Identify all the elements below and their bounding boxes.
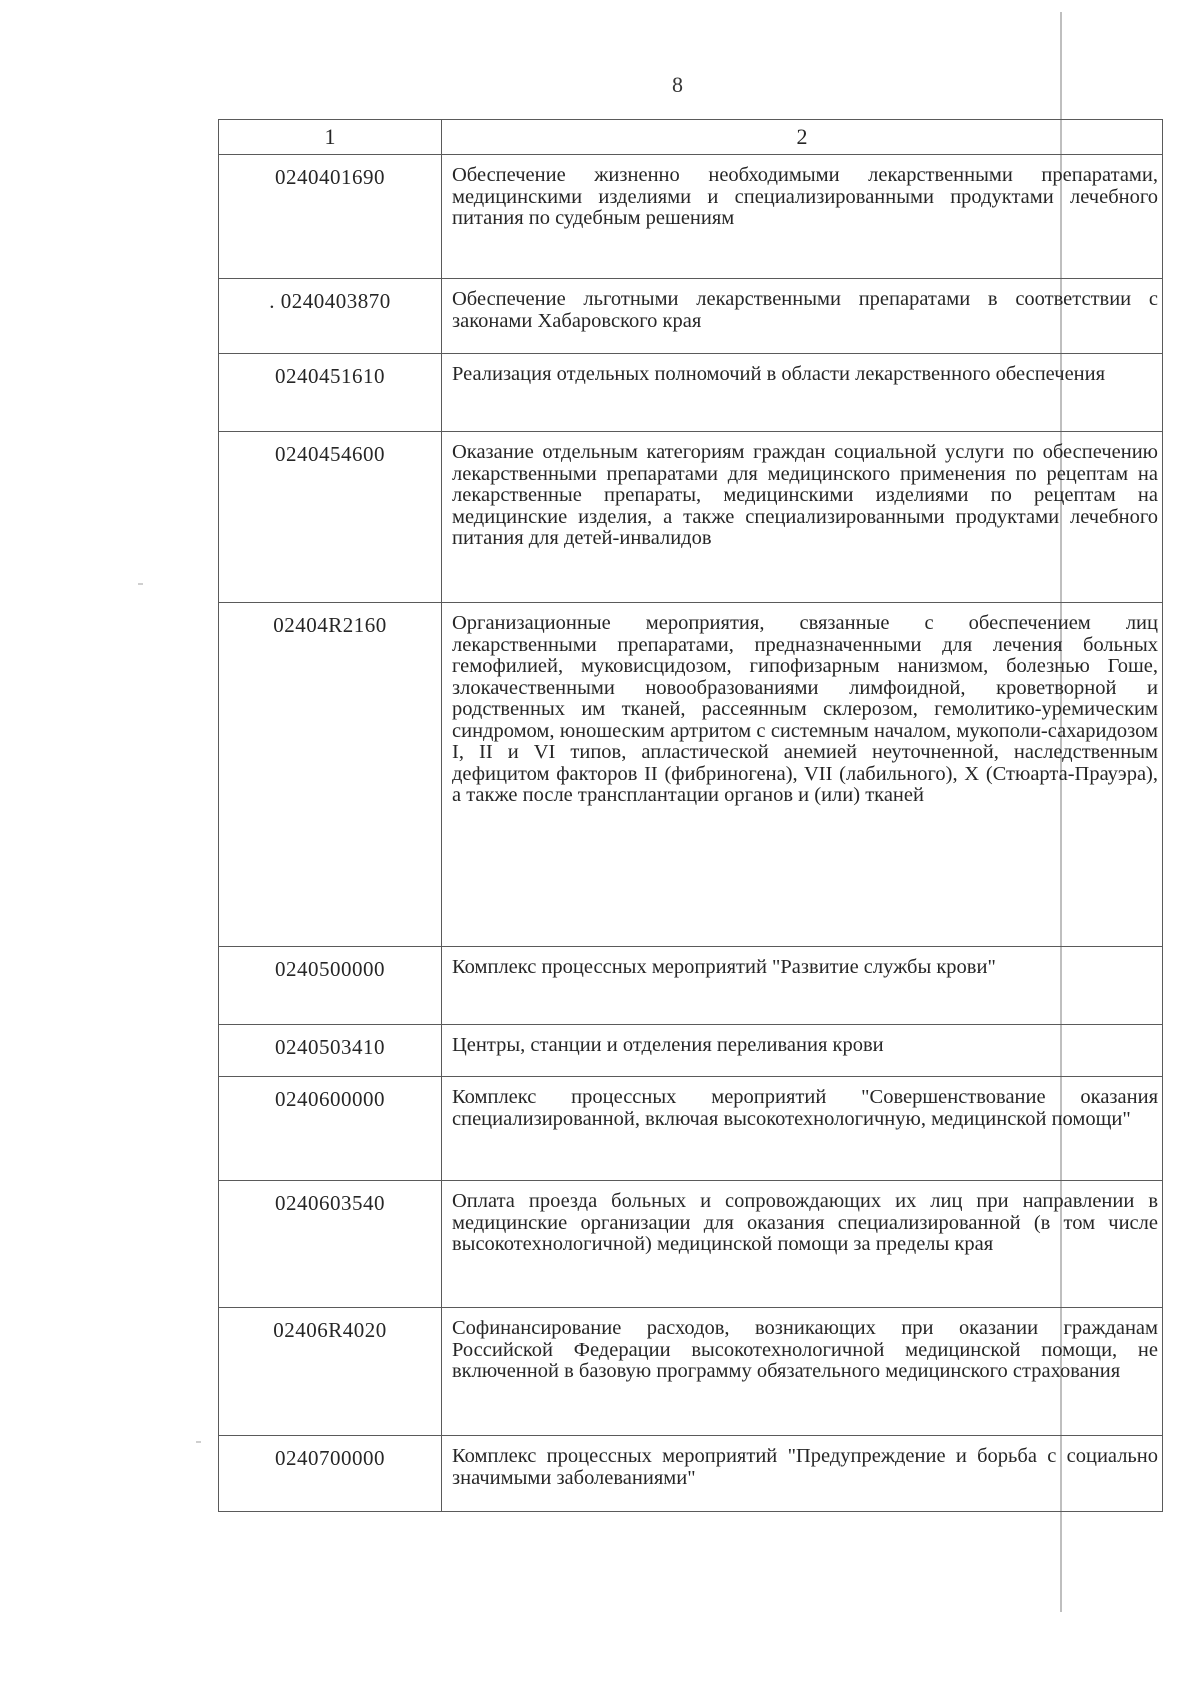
table-row [219, 603, 1163, 947]
row-code: 0240454600 [219, 432, 442, 603]
row-description: Софинансирование расходов, возникающих при оказании гражданам Российской Федерации высокотехнологичной медицинской помощи, не включенной в базовую программу обязательного медицинского страхования [442, 1308, 1163, 1436]
column-header-code: 1 [219, 120, 442, 155]
row-code: 0240451610 [219, 354, 442, 432]
row-code: 0240603540 [219, 1181, 442, 1308]
row-code: . 0240403870 [219, 279, 442, 354]
row-description: Комплекс процессных мероприятий "Развитие службы крови" [442, 947, 1163, 1025]
table-row [219, 279, 1163, 354]
row-code: 0240500000 [219, 947, 442, 1025]
page-number: 8 [672, 72, 683, 97]
row-description: Комплекс процессных мероприятий "Совершенствование оказания специализированной, включая высокотехнологичную, медицинской помощи" [442, 1077, 1163, 1181]
scan-speck [196, 1441, 201, 1443]
row-code: 0240600000 [219, 1077, 442, 1181]
row-description: Организационные мероприятия, связанные с обеспечением лиц лекарственными препаратами, предназначенными для лечения больных гемофилией, муковисцидозом, гипофизарным нанизмом, болезнью Гоше, злокачественными новообразованиями лимфоидной, кроветворной и родственных им тканей, рассеянным склерозом, гемолитико-уремическим синдромом, юношеским артритом с системным началом, мукополи-сахаридозом I, II и VI типов, апластической анемией неуточненной, наследственным дефицитом факторов II (фибриногена), VII (лабильного), X (Стюарта-Прауэра), а также после трансплантации органов и (или) тканей [442, 603, 1163, 947]
row-description: Центры, станции и отделения переливания крови [442, 1025, 1163, 1077]
table-row [219, 1025, 1163, 1077]
row-description: Обеспечение льготными лекарственными препаратами в соответствии с законами Хабаровского края [442, 279, 1163, 354]
table-header-row [219, 120, 1163, 155]
row-code: 02404R2160 [219, 603, 442, 947]
table-row [219, 1077, 1163, 1181]
table-row [219, 354, 1163, 432]
scan-speck [138, 583, 143, 585]
row-code: 0240503410 [219, 1025, 442, 1077]
table-row [219, 432, 1163, 603]
table-row [219, 155, 1163, 279]
row-code: 02406R4020 [219, 1308, 442, 1436]
table-row [219, 947, 1163, 1025]
row-description: Реализация отдельных полномочий в области лекарственного обеспечения [442, 354, 1163, 432]
row-code: 0240401690 [219, 155, 442, 279]
table-row [219, 1436, 1163, 1512]
row-description: Комплекс процессных мероприятий "Предупреждение и борьба с социально значимыми заболеваниями" [442, 1436, 1163, 1512]
row-description: Обеспечение жизненно необходимыми лекарственными препаратами, медицинскими изделиями и специализированными продуктами лечебного питания по судебным решениям [442, 155, 1163, 279]
table-row [219, 1308, 1163, 1436]
row-description: Оплата проезда больных и сопровождающих их лиц при направлении в медицинские организации для оказания специализированной (в том числе высокотехнологичной) медицинской помощи за пределы края [442, 1181, 1163, 1308]
budget-classification-table [218, 119, 1163, 1512]
column-header-description: 2 [442, 120, 1163, 155]
row-code: 0240700000 [219, 1436, 442, 1512]
row-description: Оказание отдельным категориям граждан социальной услуги по обеспечению лекарственными препаратами для медицинского применения по рецептам на лекарственные препараты, медицинскими изделиями по рецептам на медицинские изделия, а также специализированными продуктами лечебного питания для детей-инвалидов [442, 432, 1163, 603]
table-row [219, 1181, 1163, 1308]
